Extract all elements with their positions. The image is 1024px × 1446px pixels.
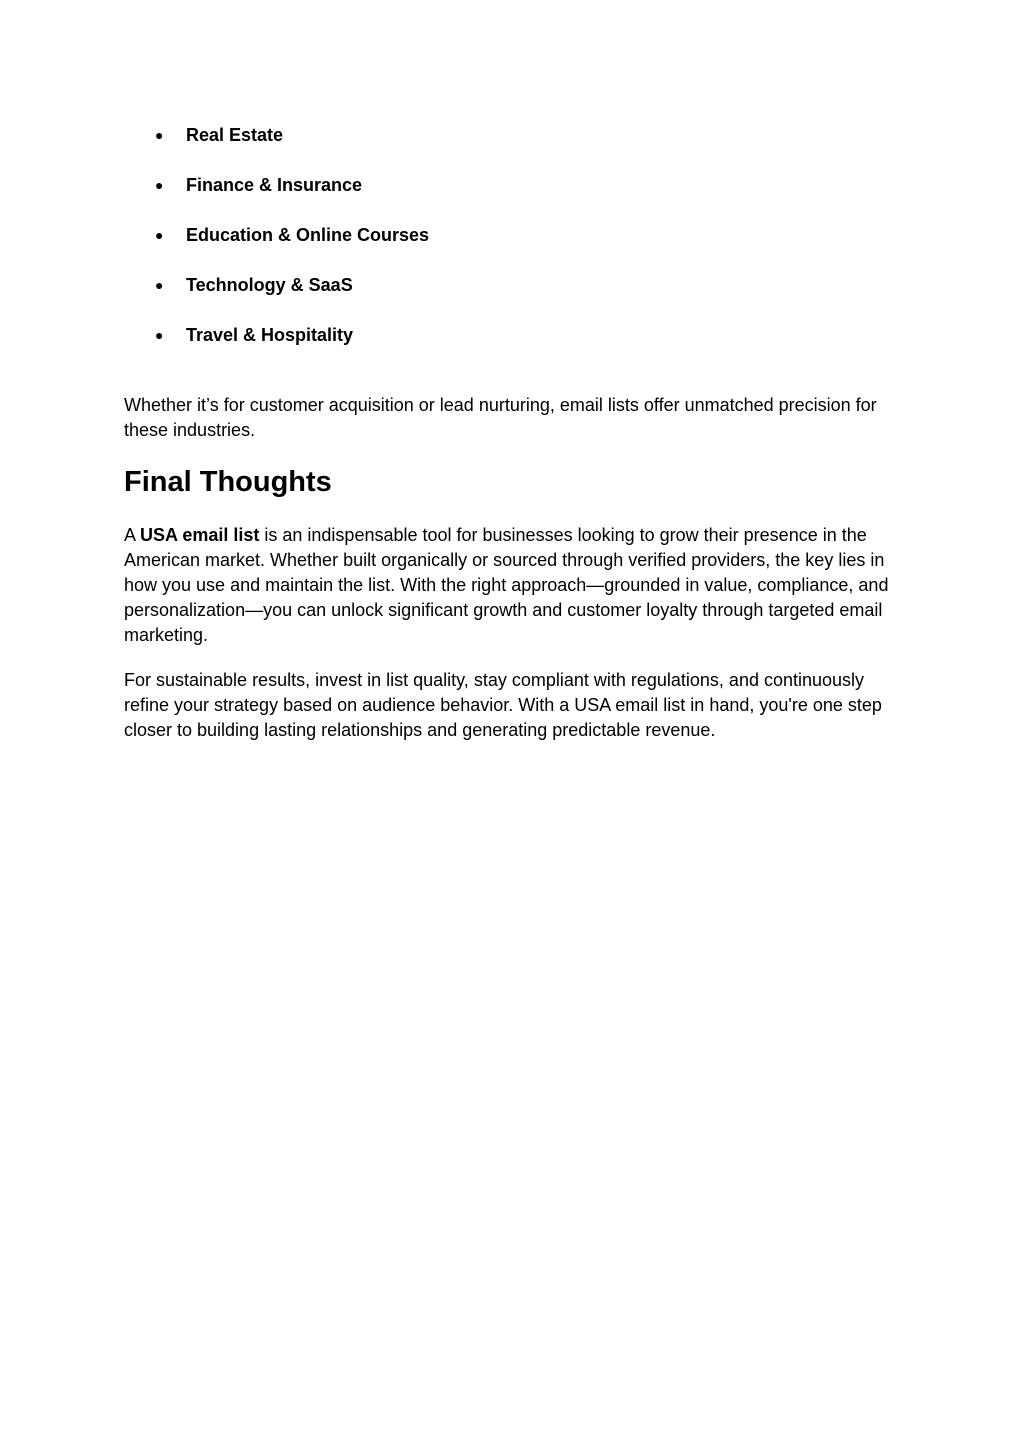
industry-label: Travel & Hospitality [186,325,354,345]
intro-paragraph: Whether it’s for customer acquisition or lead nurturing, email lists offer unmatched precision for these industries. [124,395,877,440]
industry-label: Finance & Insurance [186,175,363,195]
industry-label: Education & Online Courses [186,225,430,245]
industry-list [124,123,429,373]
bullet-icon: ● [155,277,164,293]
list-item [124,273,429,323]
section-heading: Final Thoughts [124,466,332,498]
paragraph-lead-text: A [124,525,141,545]
bullet-icon: ● [155,127,164,143]
list-item [124,323,429,373]
paragraph-body-text: is an indispensable tool for businesses looking to grow their presence in the American market. Whether built organically or sourced through verified providers, the key lies in how you use and maintain the list. With the right approach—grounded in value, compliance, and personalization—you can unlock significant growth and customer loyalty through targeted email marketing. [124,525,889,645]
final-thoughts-paragraph-1 [124,523,900,648]
list-item [124,173,429,223]
industry-label: Technology & SaaS [186,275,353,295]
usa-email-list-emphasis: USA email list [140,525,260,545]
final-thoughts-paragraph-2: For sustainable results, invest in list quality, stay compliant with regulations, and continuously refine your strategy based on audience behavior. With a USA email list in hand, you're one step closer to building lasting relationships and generating predictable revenue. [124,670,882,740]
bullet-icon: ● [155,327,164,343]
bullet-icon: ● [155,177,164,193]
list-item [124,123,429,173]
list-item [124,223,429,273]
industry-label: Real Estate [186,125,284,145]
bullet-icon: ● [155,227,164,243]
